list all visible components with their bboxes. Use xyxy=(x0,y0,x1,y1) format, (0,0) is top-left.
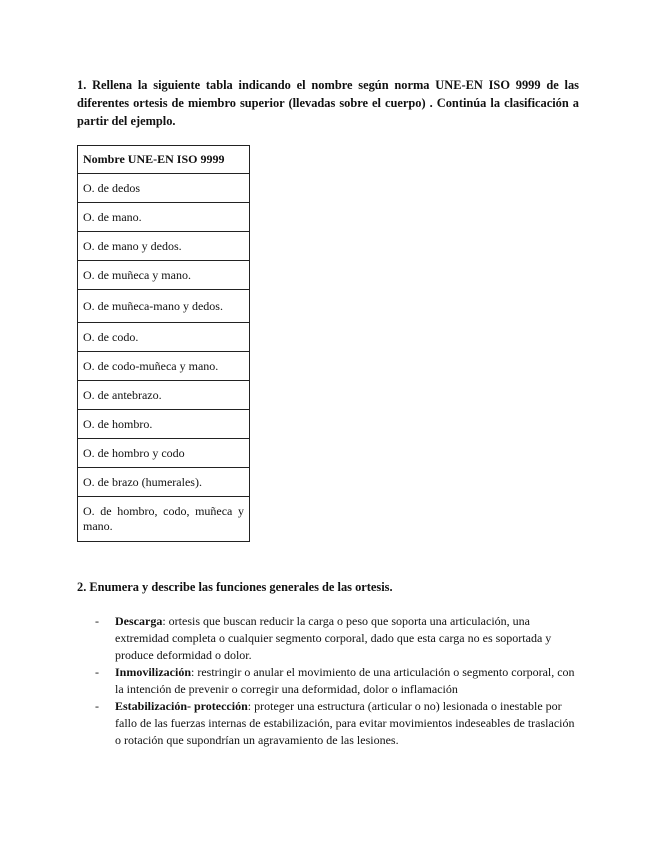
function-term: Descarga xyxy=(115,614,163,628)
table-row xyxy=(78,203,250,232)
table-row xyxy=(78,497,250,542)
table-header-row xyxy=(78,146,250,174)
table-row xyxy=(78,439,250,468)
list-item-descarga xyxy=(95,613,581,664)
list-dash: - xyxy=(95,665,99,679)
function-description: : proteger una estructura (articular o no) lesionada o inestable por fallo de las fuerzas internas de estabilización, para evitar movimientos indeseables de traslación o rotación que supondrían un agravamiento de las lesiones. xyxy=(115,699,575,747)
table-row xyxy=(78,410,250,439)
function-term: Estabilización- protección xyxy=(115,699,248,713)
table-cell: O. de codo-muñeca y mano. xyxy=(78,352,250,381)
table-cell: O. de hombro. xyxy=(78,410,250,439)
table-row xyxy=(78,290,250,323)
table-row xyxy=(78,352,250,381)
function-description: : ortesis que buscan reducir la carga o peso que soporta una articulación, una extremidad completa o cualquier segmento corporal, dado que esta carga no es soportada y produce deformidad o dolor. xyxy=(115,614,552,662)
table-row xyxy=(78,323,250,352)
table-row xyxy=(78,468,250,497)
table-cell: O. de mano. xyxy=(78,203,250,232)
question-2-text: 2. Enumera y describe las funciones generales de las ortesis. xyxy=(77,580,393,594)
table-header-cell: Nombre UNE-EN ISO 9999 xyxy=(78,146,250,174)
table-cell: O. de muñeca y mano. xyxy=(78,261,250,290)
table-cell: O. de muñeca-mano y dedos. xyxy=(78,290,250,323)
orthosis-table xyxy=(77,145,250,542)
table-cell: O. de hombro, codo, muñeca y mano. xyxy=(78,497,250,542)
table-cell: O. de hombro y codo xyxy=(78,439,250,468)
question-1-text: 1. Rellena la siguiente tabla indicando el nombre según norma UNE-EN ISO 9999 de las diferentes ortesis de miembro superior (llevadas sobre el cuerpo) . Continúa la clasificación a partir del ejemplo. xyxy=(77,78,579,128)
table-row xyxy=(78,174,250,203)
list-item-inmovilizacion xyxy=(95,664,581,698)
list-dash: - xyxy=(95,614,99,628)
table-row xyxy=(78,381,250,410)
functions-list xyxy=(95,613,581,749)
table-cell: O. de dedos xyxy=(78,174,250,203)
table-cell: O. de antebrazo. xyxy=(78,381,250,410)
table-cell: O. de brazo (humerales). xyxy=(78,468,250,497)
list-item-estabilizacion xyxy=(95,698,581,749)
list-dash: - xyxy=(95,699,99,713)
table-cell: O. de codo. xyxy=(78,323,250,352)
table-row xyxy=(78,261,250,290)
function-description: : restringir o anular el movimiento de una articulación o segmento corporal, con la intención de prevenir o corregir una deformidad, dolor o inflamación xyxy=(115,665,575,696)
table-cell: O. de mano y dedos. xyxy=(78,232,250,261)
table-row xyxy=(78,232,250,261)
function-term: Inmovilización xyxy=(115,665,192,679)
